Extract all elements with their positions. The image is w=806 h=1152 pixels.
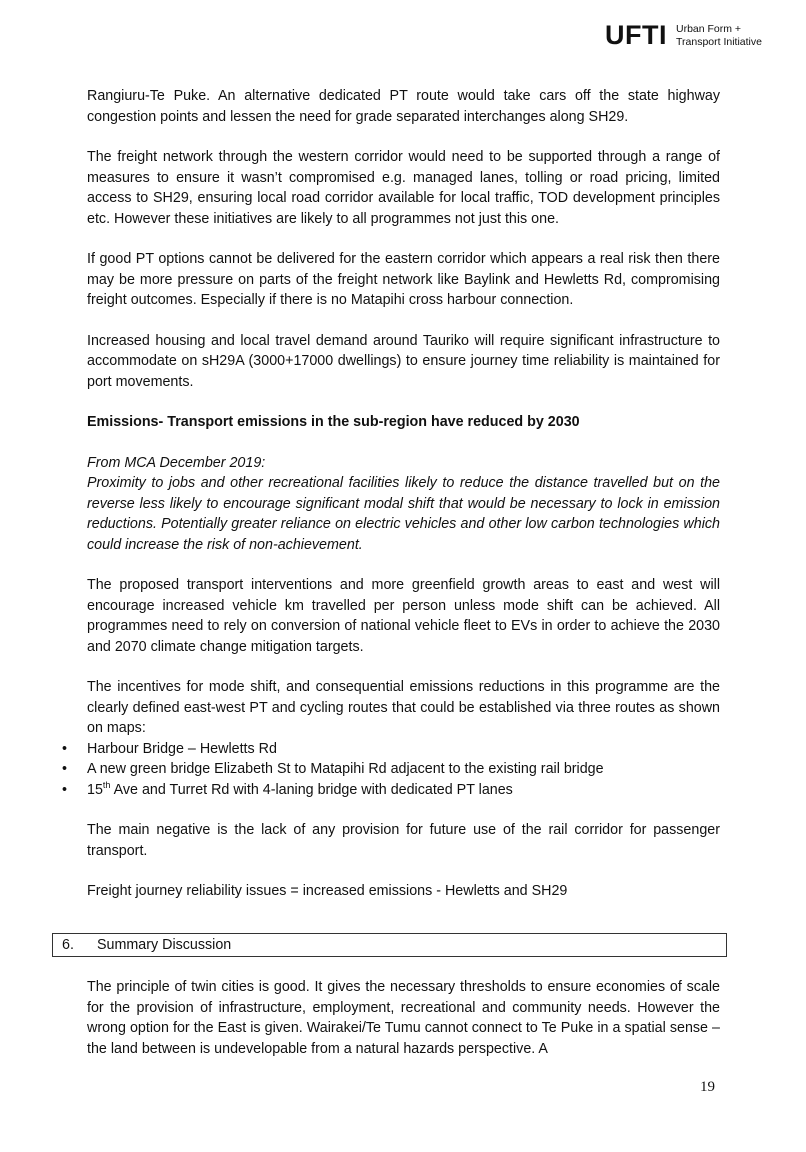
mca-quote: Proximity to jobs and other recreational facilities likely to reduce the distance travelled but on the reverse less likely to encourage significant modal shift that would be necessary to lock in emission reductions. Potentially greater reliance on electric vehicles and other low carbon technologies which could increase the risk of non-achievement. [87, 475, 720, 553]
heading-emissions: Emissions- Transport emissions in the sub-region have reduced by 2030 [87, 414, 580, 430]
paragraph-incentives: The incentives for mode shift, and consequential emissions reductions in this programme are the clearly defined east-west PT and cycling routes that could be established via three routes as shown on maps: [87, 679, 720, 736]
logo-subtitle-line-1: Urban Form + [676, 22, 742, 35]
summary-content [87, 977, 720, 1079]
list-item [62, 759, 720, 780]
routes-list [62, 739, 720, 801]
paragraph-twin-cities: The principle of twin cities is good. It gives the necessary thresholds to ensure economies of scale for the provision of infrastructure, employment, recreational and community needs. However the wrong option for the East is given. Wairakei/Te Tumu cannot connect to Te Puke in a spatial sense – the land between is undevelopable from a natural hazards perspective. A [87, 979, 720, 1057]
section-number: 6. [62, 937, 74, 953]
list-item [62, 739, 720, 760]
bullet-icon: • [62, 761, 68, 777]
section-title: Summary Discussion [97, 937, 232, 953]
list-item-text: A new green bridge Elizabeth St to Matapihi Rd adjacent to the existing rail bridge [87, 761, 604, 777]
paragraph-tauriko: Increased housing and local travel demand around Tauriko will require significant infrastructure to accommodate on sH29A (3000+17000 dwellings) to ensure journey time reliability is maintained for port movements. [87, 332, 720, 390]
paragraph-rangiuru: Rangiuru-Te Puke. An alternative dedicated PT route would take cars off the state highway congestion points and lessen the need for grade separated interchanges along SH29. [87, 88, 720, 125]
bullet-icon: • [62, 781, 68, 798]
bullet-icon: • [62, 740, 68, 757]
list-item [62, 779, 720, 801]
logo-mark: UFTI [605, 20, 667, 50]
list-item-text-number: 15 [87, 781, 103, 798]
list-item-text: Ave and Turret Rd with 4-laning bridge with dedicated PT lanes [110, 781, 513, 798]
logo-subtitle-line-2: Transport Initiative [676, 35, 762, 48]
section-heading-box [52, 933, 727, 957]
mca-label: From MCA December 2019: [87, 454, 266, 471]
page-number: 19 [700, 1079, 715, 1095]
list-item-text-superscript: th [102, 779, 111, 790]
paragraph-freight-western: The freight network through the western corridor would need to be supported through a range of measures to ensure it wasn’t compromised e.g. managed lanes, tolling or road pricing, limited access to SH29, ensuring local road corridor available for local traffic, TOD development principles etc. However these initiatives are likely to all programmes not just this one. [87, 149, 720, 227]
logo-subtitle [676, 23, 762, 49]
paragraph-main-negative: The main negative is the lack of any provision for future use of the rail corridor for passenger transport. [87, 822, 720, 859]
paragraph-pt-eastern: If good PT options cannot be delivered for the eastern corridor which appears a real risk then there may be more pressure on parts of the freight network like Baylink and Hewletts Rd, compromising freight outcomes. Especially if there is no Matapihi cross harbour connection. [87, 251, 720, 308]
main-content [62, 86, 720, 922]
list-item-text: Harbour Bridge – Hewletts Rd [87, 740, 277, 757]
paragraph-freight-reliability: Freight journey reliability issues = increased emissions - Hewletts and SH29 [87, 883, 568, 899]
ufti-logo [605, 22, 762, 49]
paragraph-interventions: The proposed transport interventions and more greenfield growth areas to east and west will encourage increased vehicle km travelled per person unless mode shift can be achieved. All programmes need to rely on conversion of national vehicle fleet to EVs in order to achieve the 2030 and 2070 climate change mitigation targets. [87, 577, 720, 655]
